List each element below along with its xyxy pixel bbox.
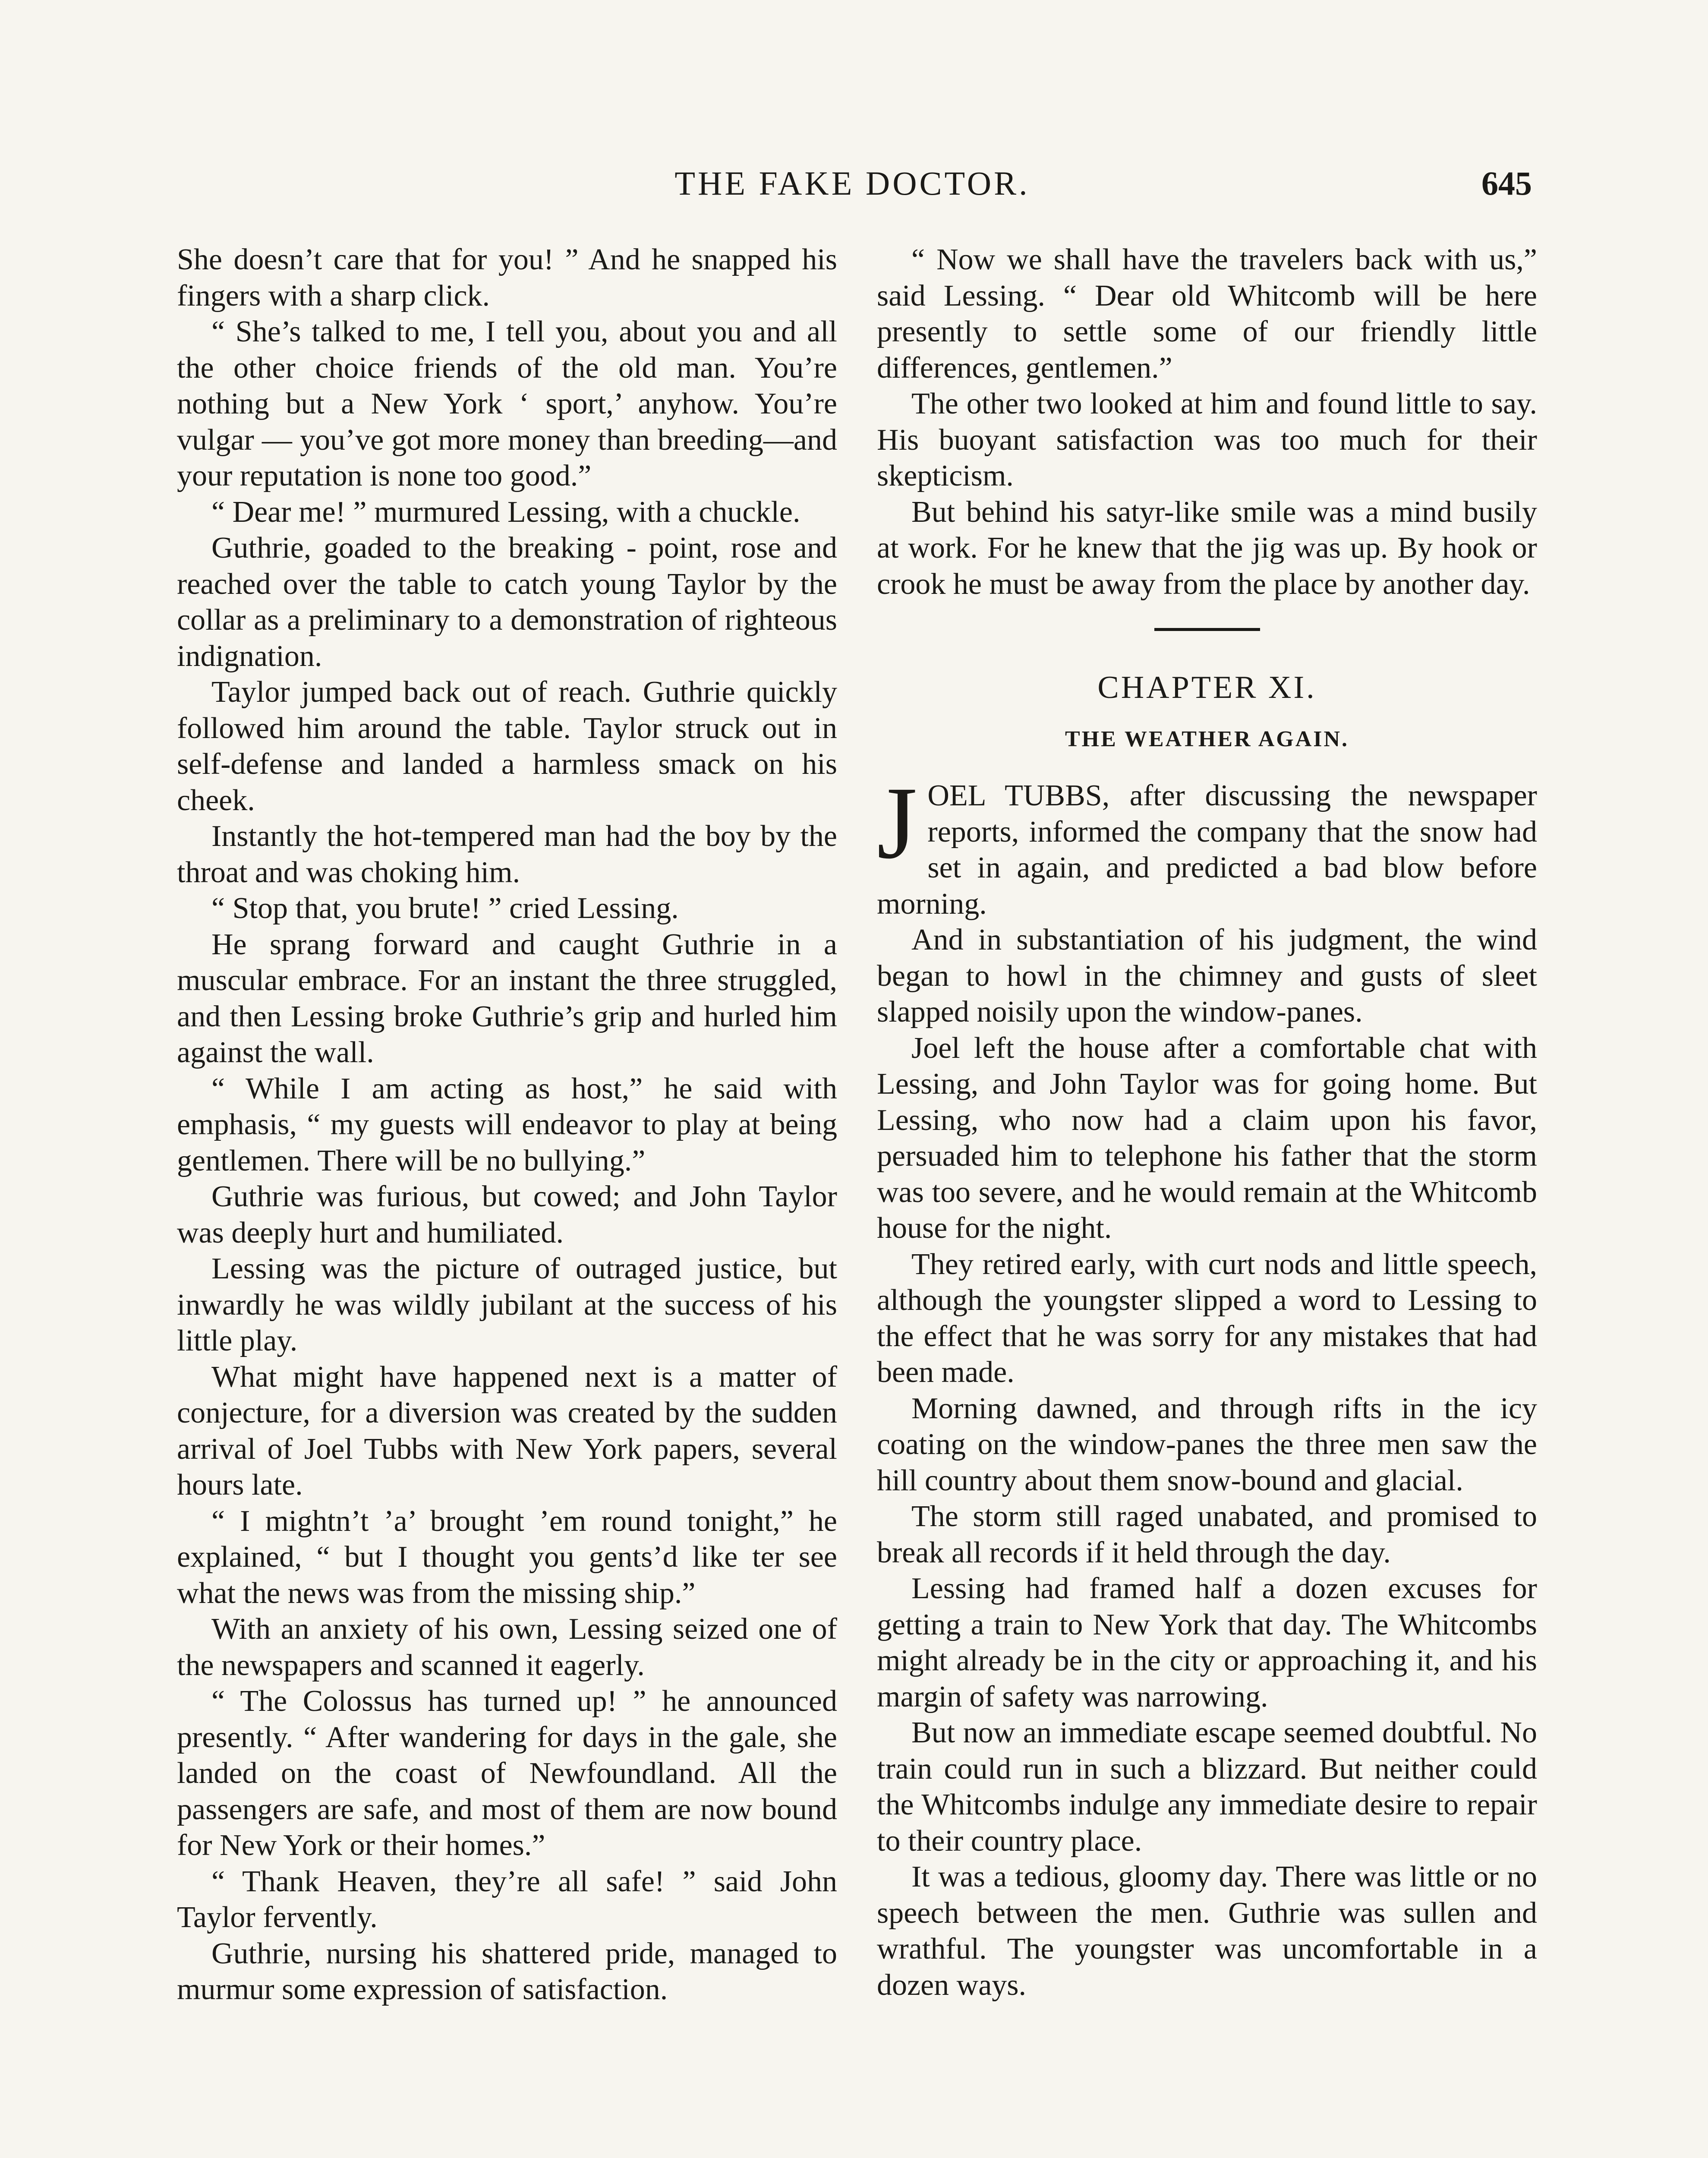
drop-cap: J <box>877 765 917 880</box>
paragraph: “ Now we shall have the travelers back with us,” said Lessing. “ Dear old Whitcomb will be here presently to settle some of our friendly little differences, gentlemen.” <box>877 243 1537 385</box>
paragraph: And in substantiation of his judgment, the wind began to howl in the chimney and gusts of sleet slapped noisily upon the window-panes. <box>877 923 1537 1029</box>
paragraph: Taylor jumped back out of reach. Guthrie quickly followed him around the table. Taylor struck out in self-defense and landed a harmless smack on his cheek. <box>177 675 837 817</box>
paragraph: She doesn’t care that for you! ” And he snapped his fingers with a sharp click. <box>177 243 837 312</box>
running-head <box>173 164 1532 216</box>
running-title: THE FAKE DOCTOR. <box>674 164 1030 202</box>
paragraph: Lessing had framed half a dozen excuses for getting a train to New York that day. The Whitcombs might already be in the city or approaching it, and his margin of safety was narrowing. <box>877 1572 1537 1713</box>
paragraph: They retired early, with curt nods and little speech, although the youngster slipped a word to Lessing to the effect that he was sorry for any mistakes that had been made. <box>877 1247 1537 1389</box>
paragraph: The other two looked at him and found little to say. His buoyant satisfaction was too much for their skepticism. <box>877 387 1537 492</box>
paragraph: Joel left the house after a comfortable chat with Lessing, and John Taylor was for going home. But Lessing, who now had a claim upon his favor, persuaded him to telephone his father that the storm was too severe, and he would remain at the Whitcomb house for the night. <box>877 1031 1537 1245</box>
right-column <box>877 242 1537 2003</box>
paragraph: Guthrie, nursing his shattered pride, managed to murmur some expression of satisfaction. <box>177 1937 837 2006</box>
paragraph: The storm still raged unabated, and promised to break all records if it held through the day. <box>877 1500 1537 1569</box>
chapter-title: CHAPTER XI. <box>1097 670 1317 705</box>
paragraph: It was a tedious, gloomy day. There was little or no speech between the men. Guthrie was sullen and wrathful. The youngster was uncomfortable in a dozen ways. <box>877 1860 1537 2002</box>
paragraph: Morning dawned, and through rifts in the icy coating on the window-panes the three men saw the hill country about them snow-bound and glacial. <box>877 1391 1537 1497</box>
paragraph: “ The Colossus has turned up! ” he announced presently. “ After wandering for days in the gale, she landed on the coast of Newfoundland. All the passengers are safe, and most of them are now bound for New York or their homes.” <box>177 1685 837 1862</box>
paragraph: Lessing was the picture of outraged justice, but inwardly he was wildly jubilant at the success of his little play. <box>177 1252 837 1357</box>
paragraph: What might have happened next is a matter of conjecture, for a diversion was created by the sudden arrival of Joel Tubbs with New York papers, several hours late. <box>177 1360 837 1502</box>
paragraph: “ Thank Heaven, they’re all safe! ” said John Taylor fervently. <box>177 1865 837 1934</box>
paragraph: Guthrie, goaded to the breaking - point, rose and reached over the table to catch young Taylor by the collar as a preliminary to a demonstration of righteous indignation. <box>177 531 837 673</box>
paragraph: Guthrie was furious, but cowed; and John Taylor was deeply hurt and humiliated. <box>177 1180 837 1249</box>
paragraph: With an anxiety of his own, Lessing seized one of the newspapers and scanned it eagerly. <box>177 1612 837 1682</box>
paragraph: But behind his satyr-like smile was a mind busily at work. For he knew that the jig was up. By hook or crook he must be away from the place by another day. <box>877 495 1537 601</box>
paragraph: “ Dear me! ” murmured Lessing, with a chuckle. <box>211 495 800 529</box>
paragraph: “ Stop that, you brute! ” cried Lessing. <box>211 892 679 925</box>
paragraph: He sprang forward and caught Guthrie in a muscular embrace. For an instant the three struggled, and then Lessing broke Guthrie’s grip and hurled him against the wall. <box>177 928 837 1069</box>
paragraph: Instantly the hot-tempered man had the boy by the throat and was choking him. <box>177 820 837 889</box>
page-number: 645 <box>1481 164 1532 202</box>
paragraph: “ She’s talked to me, I tell you, about you and all the other choice friends of the old man. You’re nothing but a New York ‘ sport,’ anyhow. You’re vulgar — you’ve got more money than breeding—and your reputation is none too good.” <box>177 315 837 492</box>
paragraph: “ I mightn’t ’a’ brought ’em round tonight,” he explained, “ but I thought you gents’d like ter see what the news was from the missing ship.” <box>177 1504 837 1610</box>
chapter-opening-paragraph <box>877 765 1537 922</box>
section-divider <box>1154 628 1260 631</box>
chapter-subtitle: THE WEATHER AGAIN. <box>1065 727 1349 751</box>
paragraph: “ While I am acting as host,” he said with emphasis, “ my guests will endeavor to play at being gentlemen. There will be no bullying.” <box>177 1072 837 1177</box>
left-column <box>177 242 837 2008</box>
opening-text: OEL TUBBS, after discussing the newspaper reports, informed the company that the snow had set in again, and predicted a bad blow before morning. <box>877 779 1537 921</box>
paragraph: But now an immediate escape seemed doubtful. No train could run in such a blizzard. But neither could the Whitcombs indulge any immediate desire to repair to their country place. <box>877 1716 1537 1858</box>
